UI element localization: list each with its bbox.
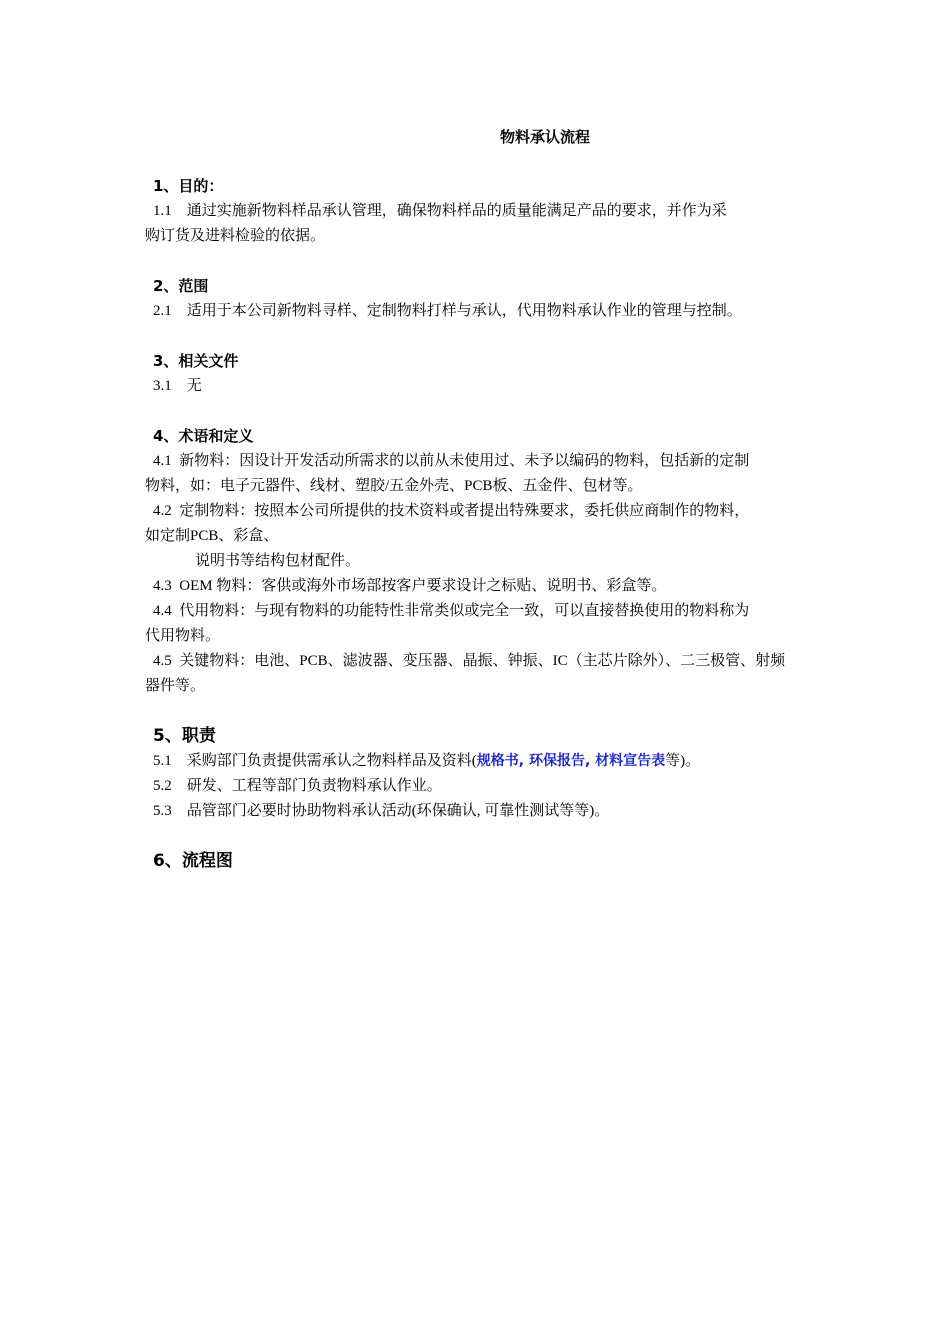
list-item bbox=[145, 799, 815, 824]
list-item bbox=[145, 299, 815, 324]
item-text: 新物料：因设计开发活动所需求的以前从未使用过、未予以编码的物料，包括新的定制 bbox=[179, 453, 750, 469]
section-heading: 3、相关文件 bbox=[153, 352, 239, 370]
item-text: 适用于本公司新物料寻样、定制物料打样与承认，代用物料承认作业的管理与控制。 bbox=[186, 303, 742, 319]
section-heading: 4、术语和定义 bbox=[153, 427, 254, 445]
list-item bbox=[145, 499, 815, 574]
item-text-continued: 代用物料。 bbox=[145, 628, 221, 644]
item-number: 5.3 bbox=[153, 803, 172, 819]
list-item bbox=[145, 449, 815, 499]
list-item bbox=[145, 199, 815, 249]
item-text-continued: 说明书等结构包材配件。 bbox=[195, 553, 361, 569]
item-text: 品管部门必要时协助物料承认活动(环保确认, 可靠性测试等等)。 bbox=[186, 803, 610, 819]
document-title: 物料承认流程 bbox=[499, 128, 590, 146]
section-heading: 6、流程图 bbox=[153, 851, 233, 871]
item-text: 无 bbox=[186, 378, 202, 394]
section-flowchart bbox=[145, 849, 815, 874]
section-terms-definitions bbox=[145, 424, 815, 699]
item-number: 4.3 bbox=[153, 578, 172, 594]
list-item bbox=[145, 374, 815, 399]
highlighted-documents: 规格书, 环保报告, 材料宣告表 bbox=[476, 753, 666, 769]
item-number: 4.1 bbox=[153, 453, 172, 469]
section-heading: 1、目的： bbox=[153, 177, 224, 195]
item-text: 采购部门负责提供需承认之物料样品及资料( bbox=[186, 753, 477, 769]
item-text-continued: 如定制PCB、彩盒、 bbox=[145, 528, 279, 544]
item-text-continued: 物料，如：电子元器件、线材、塑胶/五金外壳、PCB板、五金件、包材等。 bbox=[145, 478, 643, 494]
item-number: 2.1 bbox=[153, 303, 172, 319]
item-number: 1.1 bbox=[153, 203, 172, 219]
item-text: 通过实施新物料样品承认管理，确保物料样品的质量能满足产品的要求，并作为采 bbox=[186, 203, 727, 219]
list-item bbox=[145, 649, 815, 699]
item-text: 研发、工程等部门负责物料承认作业。 bbox=[186, 778, 442, 794]
item-number: 4.5 bbox=[153, 653, 172, 669]
item-text: 定制物料：按照本公司所提供的技术资料或者提出特殊要求，委托供应商制作的物料， bbox=[179, 503, 750, 519]
item-number: 5.1 bbox=[153, 753, 172, 769]
list-item bbox=[145, 574, 815, 599]
item-text-end: 等)。 bbox=[665, 753, 701, 769]
list-item bbox=[145, 749, 815, 774]
item-number: 5.2 bbox=[153, 778, 172, 794]
section-heading: 2、范围 bbox=[153, 277, 209, 295]
list-item bbox=[145, 774, 815, 799]
section-purpose bbox=[145, 174, 815, 249]
item-number: 3.1 bbox=[153, 378, 172, 394]
item-text-continued: 购订货及进料检验的依据。 bbox=[145, 228, 326, 244]
item-text: 关键物料：电池、PCB、滤波器、变压器、晶振、钟振、IC（主芯片除外）、二三极管、射频 bbox=[179, 653, 786, 669]
item-text-continued: 器件等。 bbox=[145, 678, 206, 694]
section-scope bbox=[145, 274, 815, 324]
document-body bbox=[145, 174, 815, 874]
section-heading: 5、职责 bbox=[153, 726, 216, 746]
item-number: 4.4 bbox=[153, 603, 172, 619]
section-responsibilities bbox=[145, 724, 815, 824]
section-related-documents bbox=[145, 349, 815, 399]
list-item bbox=[145, 599, 815, 649]
item-number: 4.2 bbox=[153, 503, 172, 519]
item-text: 代用物料：与现有物料的功能特性非常类似或完全一致，可以直接替换使用的物料称为 bbox=[179, 603, 750, 619]
item-text: OEM 物料：客供或海外市场部按客户要求设计之标贴、说明书、彩盒等。 bbox=[179, 578, 667, 594]
